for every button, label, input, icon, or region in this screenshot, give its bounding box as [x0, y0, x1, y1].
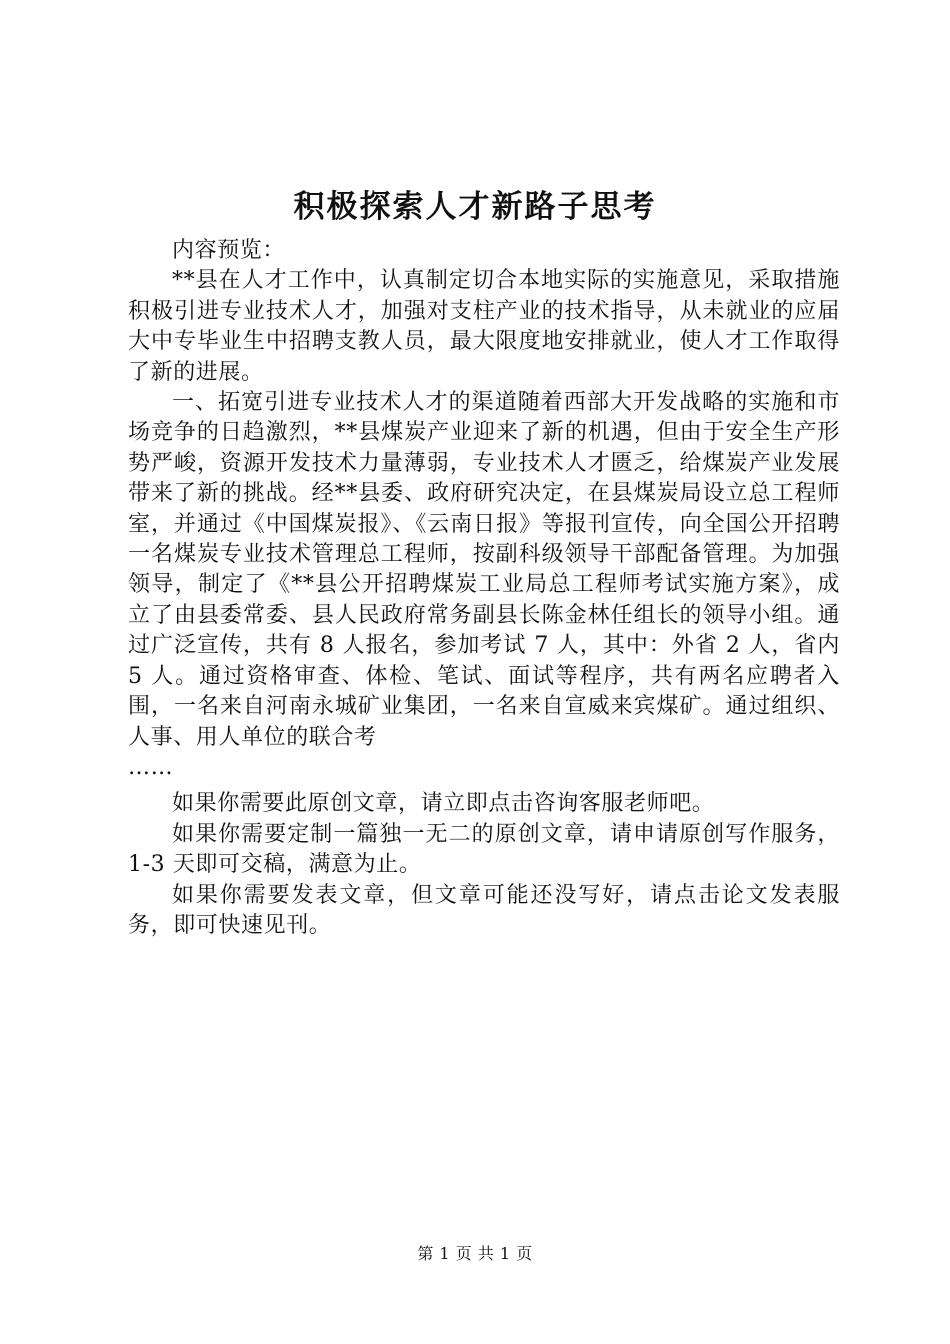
preview-label: 内容预览：: [172, 238, 286, 263]
page-footer: 第 1 页 共 1 页: [417, 1244, 533, 1263]
notice-consult-link[interactable]: 如果你需要此原创文章，请立即点击咨询客服老师吧。: [172, 791, 715, 817]
ellipsis: ……: [128, 754, 174, 780]
notice-custom-writing-link[interactable]: 如果你需要定制一篇独一无二的原创文章，请申请原创写作服务，1-3 天即可交稿，满意为止。: [128, 821, 840, 878]
notice-publishing-link[interactable]: 如果你需要发表文章，但文章可能还没写好，请点击论文发表服务，即可快速见刊。: [128, 882, 840, 938]
document-title: 积极探索人才新路子思考: [293, 189, 657, 225]
paragraph-intro: **县在人才工作中，认真制定切合本地实际的实施意见，采取措施积极引进专业技术人才，加强对支柱产业的技术指导，从未就业的应届大中专毕业生中招聘支教人员，最大限度地安排就业，使人才工作取得了新的进展。: [128, 268, 840, 385]
document-body: [128, 236, 840, 941]
paragraph-section-one: 一、拓宽引进专业技术人才的渠道随着西部大开发战略的实施和市场竞争的日趋激烈，**县煤炭产业迎来了新的机遇，但由于安全生产形势严峻，资源开发技术力量薄弱，专业技术人才匮乏，给煤炭产业发展带来了新的挑战。经**县委、政府研究决定，在县煤炭局设立总工程师室，并通过《中国煤炭报》、《云南日报》等报刊宣传，向全国公开招聘一名煤炭专业技术管理总工程师，按副科级领导干部配备管理。为加强领导，制定了《**县公开招聘煤炭工业局总工程师考试实施方案》，成立了由县委常委、县人民政府常务副县长陈金林任组长的领导小组。通过广泛宣传，共有 8 人报名，参加考试 7 人，其中：外省 2 人，省内 5 人。通过资格审查、体检、笔试、面试等程序，共有两名应聘者入围，一名来自河南永城矿业集团，一名来自宣威来宾煤矿。通过组织、人事、用人单位的联合考: [128, 390, 840, 750]
